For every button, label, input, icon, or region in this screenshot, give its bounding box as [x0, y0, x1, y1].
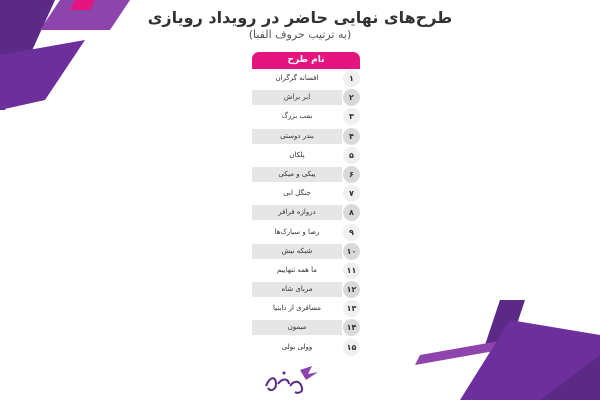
row-name: رضا و سیارک‌ها [252, 225, 342, 240]
row-name: افسانه گرگران [252, 71, 342, 86]
entries-table [252, 52, 360, 357]
row-name: جنگل ابی [252, 186, 342, 201]
row-number: ۱۰ [343, 243, 360, 260]
table-row [252, 69, 360, 88]
table-row [252, 261, 360, 280]
row-name: پیکی و میکی [252, 167, 342, 182]
table-row [252, 203, 360, 222]
table-row [252, 146, 360, 165]
row-number: ۱۵ [343, 339, 360, 356]
row-number: ۳ [343, 108, 360, 125]
row-number: ۶ [343, 166, 360, 183]
row-number: ۱ [343, 70, 360, 87]
table-row [252, 88, 360, 107]
row-name: بمب بزرگ [252, 109, 342, 124]
row-number: ۷ [343, 185, 360, 202]
page-title: طرح‌های نهایی حاضر در رویداد رویازی [147, 8, 453, 27]
row-name: مسافری از داینیا [252, 301, 342, 316]
row-name: وولی بولی [252, 340, 342, 355]
row-name: میمون [252, 320, 342, 335]
row-number: ۱۱ [343, 262, 360, 279]
row-number: ۱۴ [343, 319, 360, 336]
table-row [252, 242, 360, 261]
row-name: پلکان [252, 148, 342, 163]
row-number: ۱۲ [343, 281, 360, 298]
table-header: نام طرح [252, 52, 360, 69]
row-number: ۴ [343, 128, 360, 145]
row-number: ۹ [343, 224, 360, 241]
row-name: شبکه نیش [252, 244, 342, 259]
row-name: دروازه فرافر [252, 205, 342, 220]
row-number: ۵ [343, 147, 360, 164]
table-row [252, 107, 360, 126]
table-row [252, 184, 360, 203]
table-row [252, 338, 360, 357]
table-row [252, 299, 360, 318]
brand-logo [262, 362, 322, 396]
table-row [252, 165, 360, 184]
bottom-right-decoration [400, 300, 600, 400]
table-row [252, 318, 360, 337]
table-row [252, 280, 360, 299]
page-subtitle: (به ترتیب حروف الفبا) [248, 28, 352, 41]
row-number: ۲ [343, 89, 360, 106]
row-name: بندر دوستی [252, 129, 342, 144]
row-name: ما همه تنهاییم [252, 263, 342, 278]
table-row [252, 127, 360, 146]
table-row [252, 223, 360, 242]
row-number: ۸ [343, 204, 360, 221]
row-number: ۱۳ [343, 300, 360, 317]
row-name: ابر براش [252, 90, 342, 105]
row-name: مربای شاه [252, 282, 342, 297]
